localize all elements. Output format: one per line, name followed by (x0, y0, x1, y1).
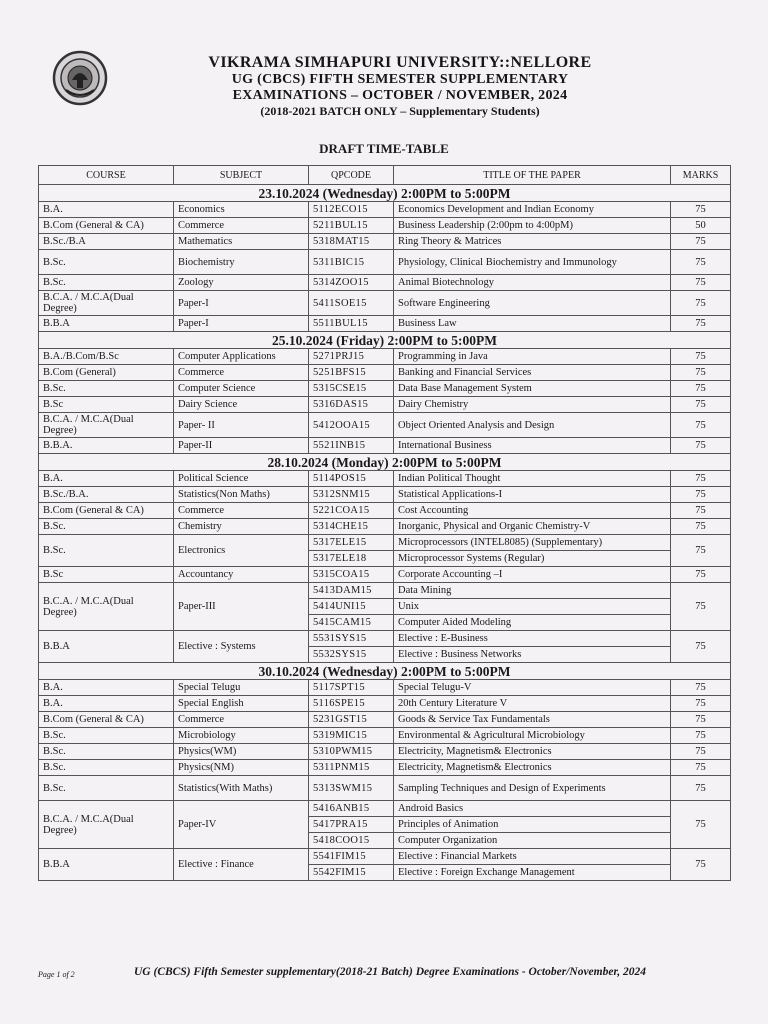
qpcode-cell: 5317ELE15 (309, 535, 394, 551)
subject-cell: Paper-II (174, 438, 309, 454)
paper-title-cell: Economics Development and Indian Economy (394, 202, 671, 218)
table-row (39, 365, 731, 381)
marks-cell: 75 (671, 365, 731, 381)
marks-cell: 75 (671, 696, 731, 712)
subject-cell: Special English (174, 696, 309, 712)
paper-title-cell: Elective : Foreign Exchange Management (394, 865, 671, 881)
subject-cell: Electronics (174, 535, 309, 567)
subject-cell: Chemistry (174, 519, 309, 535)
table-row (39, 503, 731, 519)
qpcode-cell: 5211BUL15 (309, 218, 394, 234)
table-row (39, 583, 731, 599)
qpcode-cell: 5413DAM15 (309, 583, 394, 599)
qpcode-cell: 5271PRJ15 (309, 349, 394, 365)
course-cell: B.Sc. (39, 776, 174, 801)
marks-cell: 75 (671, 712, 731, 728)
paper-title-cell: Business Law (394, 316, 671, 332)
marks-cell: 75 (671, 567, 731, 583)
paper-title-cell: Physiology, Clinical Biochemistry and Immunology (394, 250, 671, 275)
course-cell: B.C.A. / M.C.A(Dual Degree) (39, 413, 174, 438)
table-row (39, 234, 731, 250)
paper-title-cell: Indian Political Thought (394, 471, 671, 487)
document-header (150, 54, 650, 119)
paper-title-cell: Sampling Techniques and Design of Experiments (394, 776, 671, 801)
course-cell: B.Sc. (39, 744, 174, 760)
paper-title-cell: Ring Theory & Matrices (394, 234, 671, 250)
paper-title-cell: Data Mining (394, 583, 671, 599)
draft-title: DRAFT TIME-TABLE (319, 141, 449, 156)
course-cell: B.Com (General & CA) (39, 503, 174, 519)
course-cell: B.Sc. (39, 250, 174, 275)
university-seal-icon (52, 50, 108, 106)
table-row (39, 291, 731, 316)
subject-cell: Commerce (174, 218, 309, 234)
course-cell: B.Sc. (39, 381, 174, 397)
course-cell: B.Sc (39, 567, 174, 583)
table-row (39, 218, 731, 234)
marks-cell: 75 (671, 776, 731, 801)
table-row (39, 849, 731, 865)
qpcode-cell: 5511BUL15 (309, 316, 394, 332)
marks-cell: 75 (671, 413, 731, 438)
course-cell: B.Sc. (39, 275, 174, 291)
table-row (39, 413, 731, 438)
header-row (39, 166, 731, 185)
marks-cell: 75 (671, 503, 731, 519)
qpcode-cell: 5319MIC15 (309, 728, 394, 744)
course-cell: B.B.A (39, 631, 174, 663)
subject-cell: Computer Science (174, 381, 309, 397)
table-row (39, 250, 731, 275)
marks-cell: 75 (671, 728, 731, 744)
course-cell: B.A. (39, 471, 174, 487)
paper-title-cell: Programming in Java (394, 349, 671, 365)
subject-cell: Political Science (174, 471, 309, 487)
qpcode-cell: 5415CAM15 (309, 615, 394, 631)
paper-title-cell: Special Telugu-V (394, 680, 671, 696)
qpcode-cell: 5541FIM15 (309, 849, 394, 865)
paper-title-cell: Computer Organization (394, 833, 671, 849)
table-row (39, 801, 731, 817)
marks-cell: 75 (671, 316, 731, 332)
qpcode-cell: 5521INB15 (309, 438, 394, 454)
qpcode-cell: 5414UNI15 (309, 599, 394, 615)
qpcode-cell: 5318MAT15 (309, 234, 394, 250)
qpcode-cell: 5315CSE15 (309, 381, 394, 397)
table-row (39, 776, 731, 801)
course-cell: B.C.A. / M.C.A(Dual Degree) (39, 583, 174, 631)
table-row (39, 471, 731, 487)
subject-cell: Elective : Finance (174, 849, 309, 881)
course-cell: B.Com (General & CA) (39, 218, 174, 234)
subject-cell: Economics (174, 202, 309, 218)
qpcode-cell: 5417PRA15 (309, 817, 394, 833)
marks-cell: 75 (671, 471, 731, 487)
paper-title-cell: Software Engineering (394, 291, 671, 316)
qpcode-cell: 5316DAS15 (309, 397, 394, 413)
table-row (39, 680, 731, 696)
marks-cell: 75 (671, 801, 731, 849)
qpcode-cell: 5221COA15 (309, 503, 394, 519)
subject-cell: Commerce (174, 365, 309, 381)
column-header-title: TITLE OF THE PAPER (394, 166, 671, 185)
qpcode-cell: 5314CHE15 (309, 519, 394, 535)
subject-cell: Commerce (174, 503, 309, 519)
course-cell: B.A./B.Com/B.Sc (39, 349, 174, 365)
paper-title-cell: Elective : E-Business (394, 631, 671, 647)
qpcode-cell: 5531SYS15 (309, 631, 394, 647)
paper-title-cell: International Business (394, 438, 671, 454)
subject-cell: Computer Applications (174, 349, 309, 365)
qpcode-cell: 5251BFS15 (309, 365, 394, 381)
marks-cell: 75 (671, 275, 731, 291)
table-row (39, 744, 731, 760)
qpcode-cell: 5542FIM15 (309, 865, 394, 881)
exam-date-heading: 23.10.2024 (Wednesday) 2:00PM to 5:00PM (39, 185, 731, 202)
column-header-subject: SUBJECT (174, 166, 309, 185)
table-row (39, 567, 731, 583)
paper-title-cell: Object Oriented Analysis and Design (394, 413, 671, 438)
marks-cell: 75 (671, 438, 731, 454)
course-cell: B.B.A (39, 849, 174, 881)
paper-title-cell: Elective : Financial Markets (394, 849, 671, 865)
paper-title-cell: Animal Biotechnology (394, 275, 671, 291)
table-row (39, 202, 731, 218)
exam-session: EXAMINATIONS – OCTOBER / NOVEMBER, 2024 (232, 88, 568, 103)
paper-title-cell: Banking and Financial Services (394, 365, 671, 381)
marks-cell: 75 (671, 680, 731, 696)
table-row (39, 728, 731, 744)
table-row (39, 696, 731, 712)
paper-title-cell: Cost Accounting (394, 503, 671, 519)
qpcode-cell: 5114POS15 (309, 471, 394, 487)
exam-date-heading: 25.10.2024 (Friday) 2:00PM to 5:00PM (39, 332, 731, 349)
paper-title-cell: Data Base Management System (394, 381, 671, 397)
qpcode-cell: 5418COO15 (309, 833, 394, 849)
qpcode-cell: 5312SNM15 (309, 487, 394, 503)
qpcode-cell: 5532SYS15 (309, 647, 394, 663)
batch-note: (2018-2021 BATCH ONLY – Supplementary Students) (260, 104, 540, 118)
course-cell: B.A. (39, 696, 174, 712)
marks-cell: 75 (671, 583, 731, 631)
date-row (39, 454, 731, 471)
subject-cell: Paper-I (174, 291, 309, 316)
table-row (39, 316, 731, 332)
marks-cell: 75 (671, 202, 731, 218)
course-cell: B.A. (39, 202, 174, 218)
subject-cell: Biochemistry (174, 250, 309, 275)
table-row (39, 535, 731, 551)
qpcode-cell: 5313SWM15 (309, 776, 394, 801)
subject-cell: Statistics(With Maths) (174, 776, 309, 801)
qpcode-cell: 5411SOE15 (309, 291, 394, 316)
course-cell: B.B.A (39, 316, 174, 332)
course-cell: B.Sc. (39, 519, 174, 535)
qpcode-cell: 5317ELE18 (309, 551, 394, 567)
subject-cell: Physics(WM) (174, 744, 309, 760)
subject-cell: Microbiology (174, 728, 309, 744)
table-row (39, 397, 731, 413)
marks-cell: 75 (671, 234, 731, 250)
marks-cell: 75 (671, 487, 731, 503)
paper-title-cell: Elective : Business Networks (394, 647, 671, 663)
marks-cell: 75 (671, 744, 731, 760)
qpcode-cell: 5112ECO15 (309, 202, 394, 218)
subject-cell: Paper-III (174, 583, 309, 631)
subject-cell: Dairy Science (174, 397, 309, 413)
paper-title-cell: Inorganic, Physical and Organic Chemistry-V (394, 519, 671, 535)
course-cell: B.B.A. (39, 438, 174, 454)
course-cell: B.Com (General) (39, 365, 174, 381)
course-cell: B.Sc./B.A (39, 234, 174, 250)
qpcode-cell: 5310PWM15 (309, 744, 394, 760)
university-name: VIKRAMA SIMHAPURI UNIVERSITY::NELLORE (208, 54, 592, 71)
table-row (39, 631, 731, 647)
subject-cell: Paper- II (174, 413, 309, 438)
date-row (39, 185, 731, 202)
table-row (39, 760, 731, 776)
qpcode-cell: 5311BIC15 (309, 250, 394, 275)
course-cell: B.Sc. (39, 728, 174, 744)
subject-cell: Mathematics (174, 234, 309, 250)
exam-title: UG (CBCS) FIFTH SEMESTER SUPPLEMENTARY (231, 72, 569, 87)
subject-cell: Paper-I (174, 316, 309, 332)
table-row (39, 712, 731, 728)
column-header-marks: MARKS (671, 166, 731, 185)
date-row (39, 663, 731, 680)
marks-cell: 75 (671, 397, 731, 413)
qpcode-cell: 5314ZOO15 (309, 275, 394, 291)
table-row (39, 487, 731, 503)
course-cell: B.Sc. (39, 760, 174, 776)
course-cell: B.C.A. / M.C.A(Dual Degree) (39, 801, 174, 849)
paper-title-cell: Android Basics (394, 801, 671, 817)
paper-title-cell: Business Leadership (2:00pm to 4:00pM) (394, 218, 671, 234)
qpcode-cell: 5412OOA15 (309, 413, 394, 438)
course-cell: B.C.A. / M.C.A(Dual Degree) (39, 291, 174, 316)
timetable (38, 165, 731, 881)
subject-cell: Zoology (174, 275, 309, 291)
column-header-qpcode: QPCODE (309, 166, 394, 185)
course-cell: B.A. (39, 680, 174, 696)
subject-cell: Special Telugu (174, 680, 309, 696)
marks-cell: 75 (671, 519, 731, 535)
footer-text: UG (CBCS) Fifth Semester supplementary(2018-21 Batch) Degree Examinations - October/November, 2024 (134, 966, 647, 978)
column-header-course: COURSE (39, 166, 174, 185)
page-number: Page 1 of 2 (38, 970, 75, 979)
subject-cell: Statistics(Non Maths) (174, 487, 309, 503)
marks-cell: 75 (671, 381, 731, 397)
paper-title-cell: Unix (394, 599, 671, 615)
paper-title-cell: Microprocessor Systems (Regular) (394, 551, 671, 567)
marks-cell: 75 (671, 291, 731, 316)
marks-cell: 75 (671, 631, 731, 663)
paper-title-cell: Principles of Animation (394, 817, 671, 833)
paper-title-cell: Dairy Chemistry (394, 397, 671, 413)
subject-cell: Physics(NM) (174, 760, 309, 776)
course-cell: B.Sc (39, 397, 174, 413)
paper-title-cell: Goods & Service Tax Fundamentals (394, 712, 671, 728)
paper-title-cell: Corporate Accounting –I (394, 567, 671, 583)
subject-cell: Commerce (174, 712, 309, 728)
paper-title-cell: Microprocessors (INTEL8085) (Supplementary) (394, 535, 671, 551)
paper-title-cell: Electricity, Magnetism& Electronics (394, 744, 671, 760)
table-row (39, 275, 731, 291)
marks-cell: 75 (671, 535, 731, 567)
table-row (39, 381, 731, 397)
qpcode-cell: 5231GST15 (309, 712, 394, 728)
subject-cell: Elective : Systems (174, 631, 309, 663)
course-cell: B.Sc./B.A. (39, 487, 174, 503)
subject-cell: Accountancy (174, 567, 309, 583)
course-cell: B.Com (General & CA) (39, 712, 174, 728)
paper-title-cell: Environmental & Agricultural Microbiology (394, 728, 671, 744)
paper-title-cell: 20th Century Literature V (394, 696, 671, 712)
table-row (39, 519, 731, 535)
marks-cell: 50 (671, 218, 731, 234)
qpcode-cell: 5117SPT15 (309, 680, 394, 696)
marks-cell: 75 (671, 849, 731, 881)
qpcode-cell: 5315COA15 (309, 567, 394, 583)
qpcode-cell: 5416ANB15 (309, 801, 394, 817)
paper-title-cell: Computer Aided Modeling (394, 615, 671, 631)
paper-title-cell: Statistical Applications-I (394, 487, 671, 503)
table-row (39, 349, 731, 365)
table-row (39, 438, 731, 454)
exam-date-heading: 28.10.2024 (Monday) 2:00PM to 5:00PM (39, 454, 731, 471)
qpcode-cell: 5116SPE15 (309, 696, 394, 712)
marks-cell: 75 (671, 250, 731, 275)
marks-cell: 75 (671, 349, 731, 365)
qpcode-cell: 5311PNM15 (309, 760, 394, 776)
date-row (39, 332, 731, 349)
course-cell: B.Sc. (39, 535, 174, 567)
marks-cell: 75 (671, 760, 731, 776)
exam-date-heading: 30.10.2024 (Wednesday) 2:00PM to 5:00PM (39, 663, 731, 680)
subject-cell: Paper-IV (174, 801, 309, 849)
paper-title-cell: Electricity, Magnetism& Electronics (394, 760, 671, 776)
